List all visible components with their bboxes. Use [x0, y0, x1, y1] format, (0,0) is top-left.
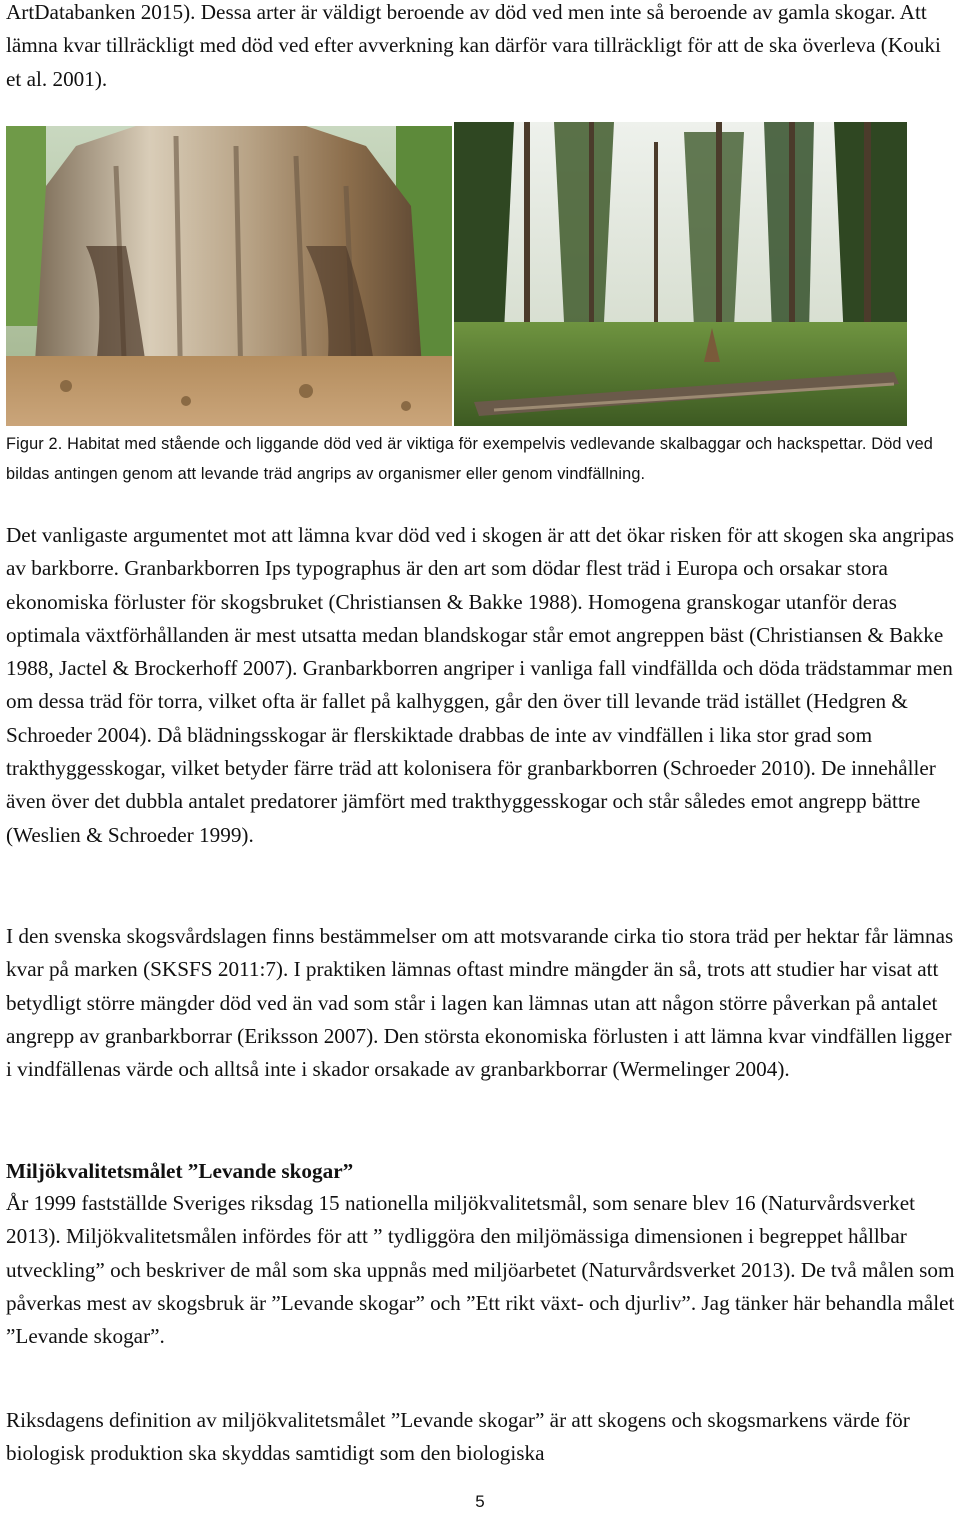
paragraph-miljokvalitetsmal: År 1999 fastställde Sveriges riksdag 15 nationella miljökvalitetsmål, som senare blev 16 (Naturvårdsverket 2013). Miljökvalitetsmålen infördes för att ” tydliggöra den miljömässiga dimensionen i begreppet hållbar utveckling” och beskriver de mål som ska uppnås med miljöarbetet (Naturvårdsverket 2013). De två målen som påverkas mest av skogsbruk är ”Levande skogar” och ”Ett rikt växt- och djurliv”. Jag tänker här behandla målet ”Levande skogar”. — [6, 1191, 955, 1349]
photo-forest-fallen-logs — [454, 122, 907, 426]
photo-dead-tree-stump — [6, 126, 452, 426]
figure-2 — [6, 122, 956, 426]
paragraph-barkborre: Det vanligaste argumentet mot att lämna kvar död ved i skogen är att det ökar risken för att skogen ska angripas av barkborre. Granbarkborren Ips typographus är den art som dödar flest träd i Europa och orsakar stora ekonomiska förluster för skogsbruket (Christiansen & Bakke 1988). Homogena granskogar utanför deras optimala växtförhållanden är mest utsatta medan blandskogar står emot angreppen bäst (Christiansen & Bakke 1988, Jactel & Brockerhoff 2007). Granbarkborren angriper i vanliga fall vindfällda och döda trädstammar men om dessa träd för torra, vilket ofta är fallet på kalhyggen, går den över till levande träd istället (Hedgren & Schroeder 2004). Då blädningsskogar är flerskiktade drabbas de inte av vindfällen i lika stor grad som trakthyggesskogar, vilket betyder färre träd att kolonisera för granbarkborren (Schroeder 2010). De innehåller även över det dubbla antalet predatorer jämfört med trakthyggesskogar och står således emot angrepp bättre (Weslien & Schroeder 1999). — [6, 523, 955, 847]
intro-paragraph: ArtDatabanken 2015). Dessa arter är väldigt beroende av död ved men inte så beroende av gamla skogar. Att lämna kvar tillräckligt med död ved efter avverkning kan därför vara tillräckligt för att de ska överleva (Kouki et al. 2001). — [6, 0, 941, 91]
figure-caption: Figur 2. Habitat med stående och liggande död ved är viktiga för exempelvis vedlevande skalbaggar och hackspettar. Död ved bildas antingen genom att levande träd angrips av organismer eller genom vindfällning. — [6, 435, 933, 483]
section-heading: Miljökvalitetsmålet ”Levande skogar” — [6, 1159, 354, 1183]
paragraph-skogsvardslagen: I den svenska skogsvårdslagen finns bestämmelser om att motsvarande cirka tio stora träd per hektar får lämnas kvar på marken (SKSFS 2011:7). I praktiken lämnas oftast mindre mängder än så, trots att studier har visat att betydligt större mängder död ved än vad som står i lagen kan lämnas utan att någon större påverkan på antalet angrepp av granbarkborrar (Eriksson 2007). Den största ekonomiska förlusten i att lämna kvar vindfällen ligger i vindfällenas värde och alltså inte i skador orsakade av granbarkborrar (Wermelinger 2004). — [6, 924, 954, 1082]
paragraph-riksdagens-definition: Riksdagens definition av miljökvalitetsmålet ”Levande skogar” är att skogens och skogsmarkens värde för biologisk produktion ska skyddas samtidigt som den biologiska — [6, 1408, 910, 1466]
page-number: 5 — [475, 1492, 485, 1511]
